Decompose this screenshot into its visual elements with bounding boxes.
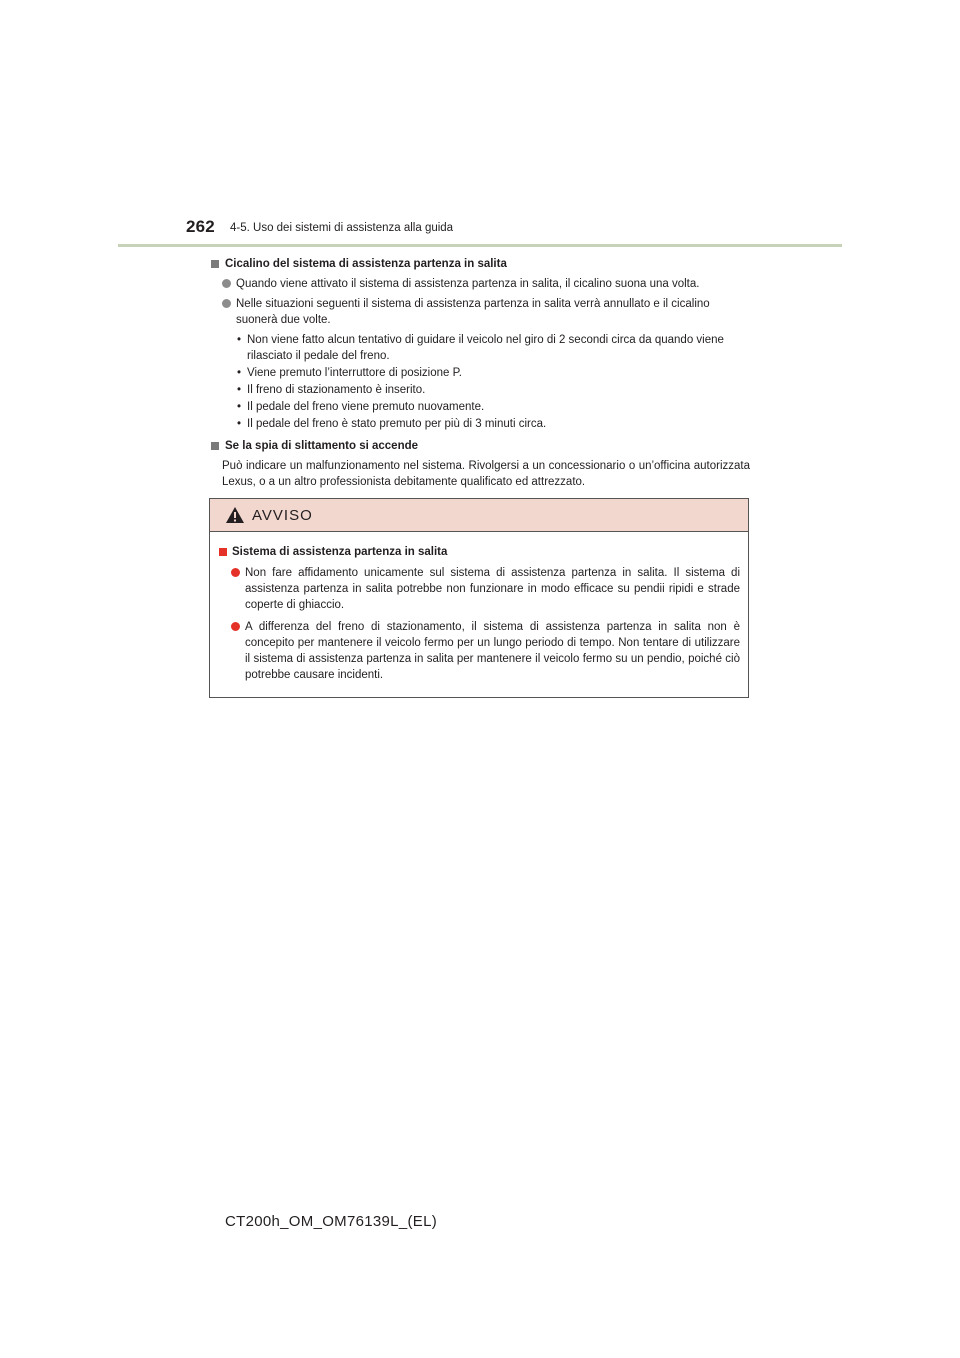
square-bullet-icon <box>219 548 227 556</box>
list-item <box>210 276 750 292</box>
circle-bullet-icon <box>231 622 240 631</box>
sub-list-item <box>237 332 750 364</box>
square-bullet-icon <box>211 260 219 268</box>
sub-item-text: Il freno di stazionamento è inserito. <box>247 384 426 396</box>
bullet-text: Quando viene attivato il sistema di assistenza partenza in salita, il cicalino suona una volta. <box>236 278 700 290</box>
sub-item-text: Il pedale del freno è stato premuto per più di 3 minuti circa. <box>247 418 547 430</box>
warning-box <box>209 498 749 698</box>
dot-bullet-icon: • <box>237 367 242 379</box>
sub-list <box>210 332 750 432</box>
warning-triangle-icon <box>226 507 244 523</box>
list-item <box>219 619 740 683</box>
warning-heading <box>219 544 740 560</box>
list-item <box>219 565 740 613</box>
sub-list-item <box>237 416 750 432</box>
sub-list-item <box>237 382 750 398</box>
section-heading <box>210 438 750 454</box>
warning-body <box>210 532 748 683</box>
list-item <box>210 296 750 328</box>
dot-bullet-icon: • <box>237 418 242 430</box>
heading-text: Sistema di assistenza partenza in salita <box>232 546 448 558</box>
circle-bullet-icon <box>222 299 231 308</box>
circle-bullet-icon <box>231 568 240 577</box>
warning-title: AVVISO <box>252 506 313 524</box>
square-bullet-icon <box>211 442 219 450</box>
section-title: 4-5. Uso dei sistemi di assistenza alla guida <box>230 222 454 234</box>
sub-list-item <box>237 365 750 381</box>
sub-list-item <box>237 399 750 415</box>
dot-bullet-icon: • <box>237 401 242 413</box>
bullet-text: A differenza del freno di stazionamento, il sistema di assistenza partenza in salita non è concepito per mantenere il veicolo fermo per un lungo periodo di tempo. Non tentare di utilizzare il sistema di assistenza partenza in salita per mantenere il veicolo fermo su un pendio, poiché ciò potrebbe causare incidenti. <box>245 621 740 681</box>
heading-text: Se la spia di slittamento si accende <box>225 440 419 452</box>
dot-bullet-icon: • <box>237 384 242 396</box>
bullet-text: Non fare affidamento unicamente sul sistema di assistenza partenza in salita. Il sistema di assistenza partenza in salita potrebbe non funzionare in modo efficace su pendii ripidi e strade coperte di ghiaccio. <box>245 567 740 611</box>
page-number: 262 <box>186 217 215 236</box>
document-id: CT200h_OM_OM76139L_(EL) <box>225 1213 438 1230</box>
sub-item-text: Viene premuto l’interruttore di posizione P. <box>247 367 463 379</box>
heading-text: Cicalino del sistema di assistenza partenza in salita <box>225 258 507 270</box>
section-heading <box>210 256 750 272</box>
warning-header <box>210 499 748 532</box>
bullet-text: Nelle situazioni seguenti il sistema di assistenza partenza in salita verrà annullato e il cicalino suonerà due volte. <box>236 298 710 326</box>
circle-bullet-icon <box>222 279 231 288</box>
body-paragraph: Può indicare un malfunzionamento nel sistema. Rivolgersi a un concessionario o un’officina autorizzata Lexus, o a un altro professionista debitamente qualificato ed attrezzato. <box>222 460 750 488</box>
sub-item-text: Il pedale del freno viene premuto nuovamente. <box>247 401 485 413</box>
main-content <box>210 256 750 498</box>
sub-item-text: Non viene fatto alcun tentativo di guidare il veicolo nel giro di 2 secondi circa da quando viene rilasciato il pedale del freno. <box>247 334 724 362</box>
dot-bullet-icon: • <box>237 334 242 346</box>
header-divider <box>118 244 842 247</box>
